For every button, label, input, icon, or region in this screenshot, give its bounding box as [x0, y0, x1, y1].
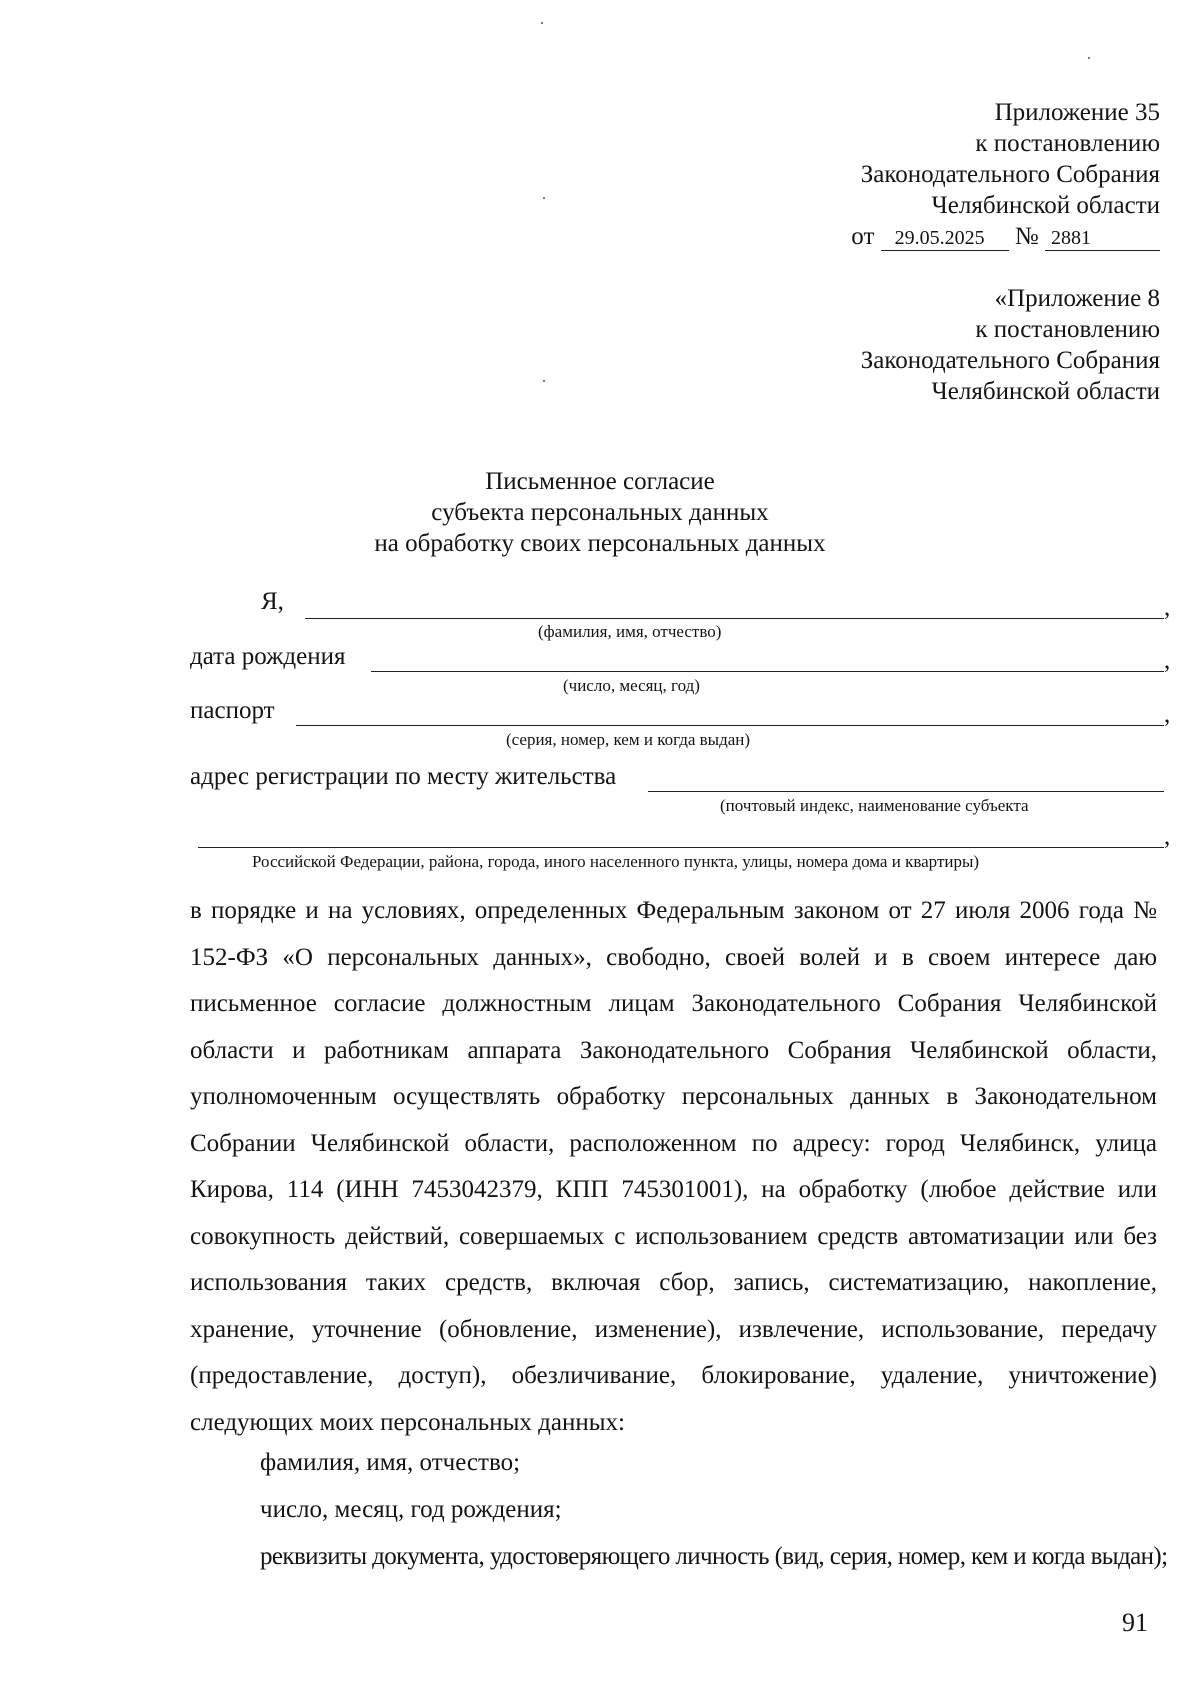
original-appendix-header	[861, 283, 1160, 407]
scan-speck	[1088, 57, 1090, 59]
name-field-line[interactable]	[305, 618, 1164, 619]
assembly-name: Законодательного Собрания	[860, 347, 1160, 374]
scan-speck	[543, 197, 545, 199]
address-caption-1: (почтовый индекс, наименование субъекта	[720, 796, 1029, 815]
address-caption-2: Российской Федерации, района, города, иного населенного пункта, улицы, номера дома и квартиры)	[252, 852, 980, 871]
from-prefix: от	[851, 223, 875, 250]
address-field-line[interactable]	[648, 791, 1164, 792]
region-name: Челябинской области	[931, 192, 1160, 219]
appendix-header	[851, 97, 1160, 252]
title-line-1: Письменное согласие	[485, 468, 715, 495]
comma: ,	[1164, 701, 1171, 728]
birth-date-label: дата рождения	[190, 643, 346, 670]
consent-paragraph: в порядке и на условиях, определенных Федеральным законом от 27 июля 2006 года № 152-ФЗ «О персональных данных», свободно, своей волей и в своем интересе даю письменное согласие должностным лицам Законодательного Собрания Челябинской области и работникам аппарата Законодательного Собрания Челябинской области, уполномоченным осуществлять обработку персональных данных в Законодательном Собрании Челябинской области, расположенном по адресу: город Челябинск, улица Кирова, 114 (ИНН 7453042379, КПП 745301001), на обработку (любое действие или совокупность действий, совершаемых с использованием средств автоматизации или без использования таких средств, включая сбор, запись, систематизацию, накопление, хранение, уточнение (обновление, изменение), извлечение, использование, передачу (предоставление, доступ), обезличивание, блокирование, удаление, уничтожение) следующих моих персональных данных:	[190, 897, 1157, 1436]
passport-field-line[interactable]	[296, 725, 1164, 726]
title-line-3: на обработку своих персональных данных	[374, 530, 826, 557]
comma: ,	[1164, 594, 1171, 621]
birth-date-field-line[interactable]	[371, 671, 1164, 672]
to-resolution: к постановлению	[975, 316, 1160, 343]
page-number: 91	[1122, 1608, 1148, 1637]
to-resolution: к постановлению	[975, 130, 1160, 157]
consent-body	[190, 888, 1157, 1446]
scan-speck	[541, 22, 543, 24]
name-caption: (фамилия, имя, отчество)	[538, 622, 722, 641]
resolution-date: 29.05.2025	[881, 226, 1009, 251]
number-sign: №	[1014, 223, 1039, 250]
document-title	[0, 466, 1200, 559]
scan-speck	[543, 380, 545, 382]
assembly-name: Законодательного Собрания	[860, 161, 1160, 188]
list-item: реквизиты документа, удостоверяющего личность (вид, серия, номер, кем и когда выдан);	[260, 1543, 1168, 1570]
region-name: Челябинской области	[931, 378, 1160, 405]
comma: ,	[1164, 647, 1171, 674]
list-item: число, месяц, год рождения;	[260, 1496, 562, 1523]
name-label: Я,	[261, 588, 284, 615]
passport-caption: (серия, номер, кем и когда выдан)	[506, 730, 751, 749]
address-field-line-2[interactable]	[198, 847, 1164, 848]
resolution-number: 2881	[1045, 226, 1160, 251]
title-line-2: субъекта персональных данных	[431, 499, 769, 526]
list-item: фамилия, имя, отчество;	[260, 1449, 521, 1476]
passport-label: паспорт	[190, 697, 275, 724]
appendix-label: Приложение 35	[994, 99, 1160, 126]
appendix-label: «Приложение 8	[994, 285, 1160, 312]
birth-date-caption: (число, месяц, год)	[563, 676, 700, 695]
address-label: адрес регистрации по месту жительства	[190, 763, 617, 790]
resolution-date-number	[851, 221, 1160, 252]
comma: ,	[1164, 823, 1171, 850]
